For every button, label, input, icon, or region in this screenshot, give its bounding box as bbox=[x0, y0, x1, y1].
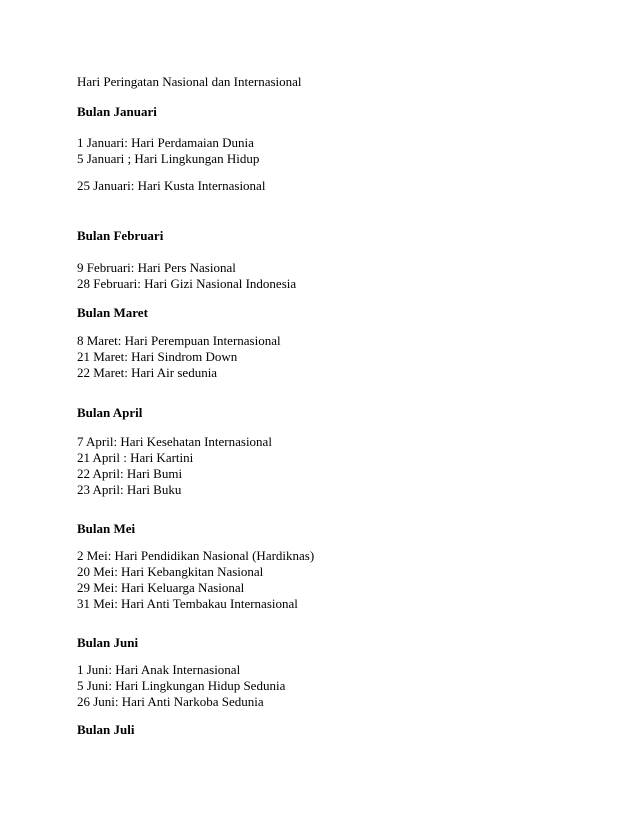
document-title: Hari Peringatan Nasional dan Internasional bbox=[77, 74, 302, 89]
month-heading-juli: Bulan Juli bbox=[77, 722, 135, 737]
month-list-januari bbox=[77, 135, 259, 167]
month-heading-januari: Bulan Januari bbox=[77, 104, 157, 119]
month-list-april bbox=[77, 434, 272, 498]
month-heading-februari: Bulan Februari bbox=[77, 228, 164, 243]
list-item: 22 Maret: Hari Air sedunia bbox=[77, 365, 218, 380]
list-item: 5 Januari ; Hari Lingkungan Hidup bbox=[77, 151, 260, 166]
list-item: 21 Maret: Hari Sindrom Down bbox=[77, 349, 238, 364]
list-item: 20 Mei: Hari Kebangkitan Nasional bbox=[77, 564, 264, 579]
list-item: 5 Juni: Hari Lingkungan Hidup Sedunia bbox=[77, 678, 286, 693]
list-item: 9 Februari: Hari Pers Nasional bbox=[77, 260, 236, 275]
list-item: 22 April: Hari Bumi bbox=[77, 466, 183, 481]
month-list-mei bbox=[77, 548, 314, 612]
list-item: 29 Mei: Hari Keluarga Nasional bbox=[77, 580, 245, 595]
list-item: 1 Juni: Hari Anak Internasional bbox=[77, 662, 241, 677]
list-item: 8 Maret: Hari Perempuan Internasional bbox=[77, 333, 281, 348]
month-list-maret bbox=[77, 333, 281, 381]
list-item: 26 Juni: Hari Anti Narkoba Sedunia bbox=[77, 694, 264, 709]
list-item: 2 Mei: Hari Pendidikan Nasional (Hardiknas) bbox=[77, 548, 315, 563]
list-item: 28 Februari: Hari Gizi Nasional Indonesia bbox=[77, 276, 297, 291]
list-item: 7 April: Hari Kesehatan Internasional bbox=[77, 434, 272, 449]
list-item: 1 Januari: Hari Perdamaian Dunia bbox=[77, 135, 254, 150]
month-heading-juni: Bulan Juni bbox=[77, 635, 139, 650]
month-heading-mei: Bulan Mei bbox=[77, 521, 136, 536]
list-item: 21 April : Hari Kartini bbox=[77, 450, 194, 465]
month-list-februari bbox=[77, 260, 296, 292]
list-item: 23 April: Hari Buku bbox=[77, 482, 182, 497]
list-item: 25 Januari: Hari Kusta Internasional bbox=[77, 178, 266, 193]
month-heading-april: Bulan April bbox=[77, 405, 143, 420]
month-list-juni bbox=[77, 662, 285, 710]
month-heading-maret: Bulan Maret bbox=[77, 305, 148, 320]
month-list-januari-extra bbox=[77, 178, 265, 194]
list-item: 31 Mei: Hari Anti Tembakau Internasional bbox=[77, 596, 298, 611]
